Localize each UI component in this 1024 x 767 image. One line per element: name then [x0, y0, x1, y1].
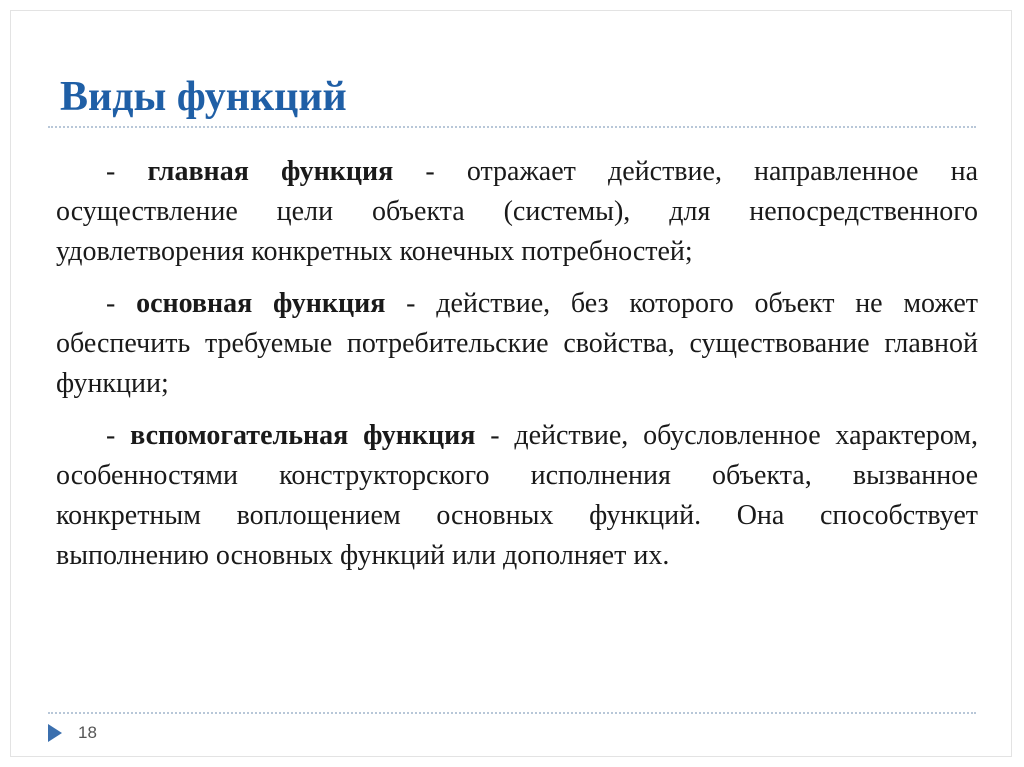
slide-content — [56, 152, 978, 588]
footer-divider — [48, 712, 976, 714]
paragraph-basic-function — [56, 284, 978, 404]
paragraph-main-function — [56, 152, 978, 272]
definition-main-function: - отражает действие, направленное на осуществление цели объекта (системы), для непосредственного удовлетворения конкретных конечных потребностей; — [56, 156, 978, 267]
triangle-right-icon — [48, 724, 62, 742]
page-number: 18 — [78, 723, 97, 742]
term-auxiliary-function: вспомогательная функция — [130, 420, 476, 451]
slide-title: Виды функций — [60, 74, 347, 120]
term-basic-function: основная функция — [136, 288, 386, 319]
paragraph-prefix: - — [106, 420, 131, 451]
paragraph-auxiliary-function — [56, 416, 978, 576]
title-divider — [48, 126, 976, 128]
definition-auxiliary-function: - действие, обусловленное характером, особенностями конструкторского исполнения объекта, вызванное конкретным воплощением основных функций. Она способствует выполнению основных функций или дополняет их. — [56, 420, 979, 571]
definition-basic-function: - действие, без которого объект не может обеспечить требуемые потребительские свойства, существование главной функции; — [56, 288, 979, 399]
term-main-function: главная функция — [147, 156, 394, 187]
paragraph-prefix: - — [106, 288, 137, 319]
paragraph-prefix: - — [106, 156, 148, 187]
